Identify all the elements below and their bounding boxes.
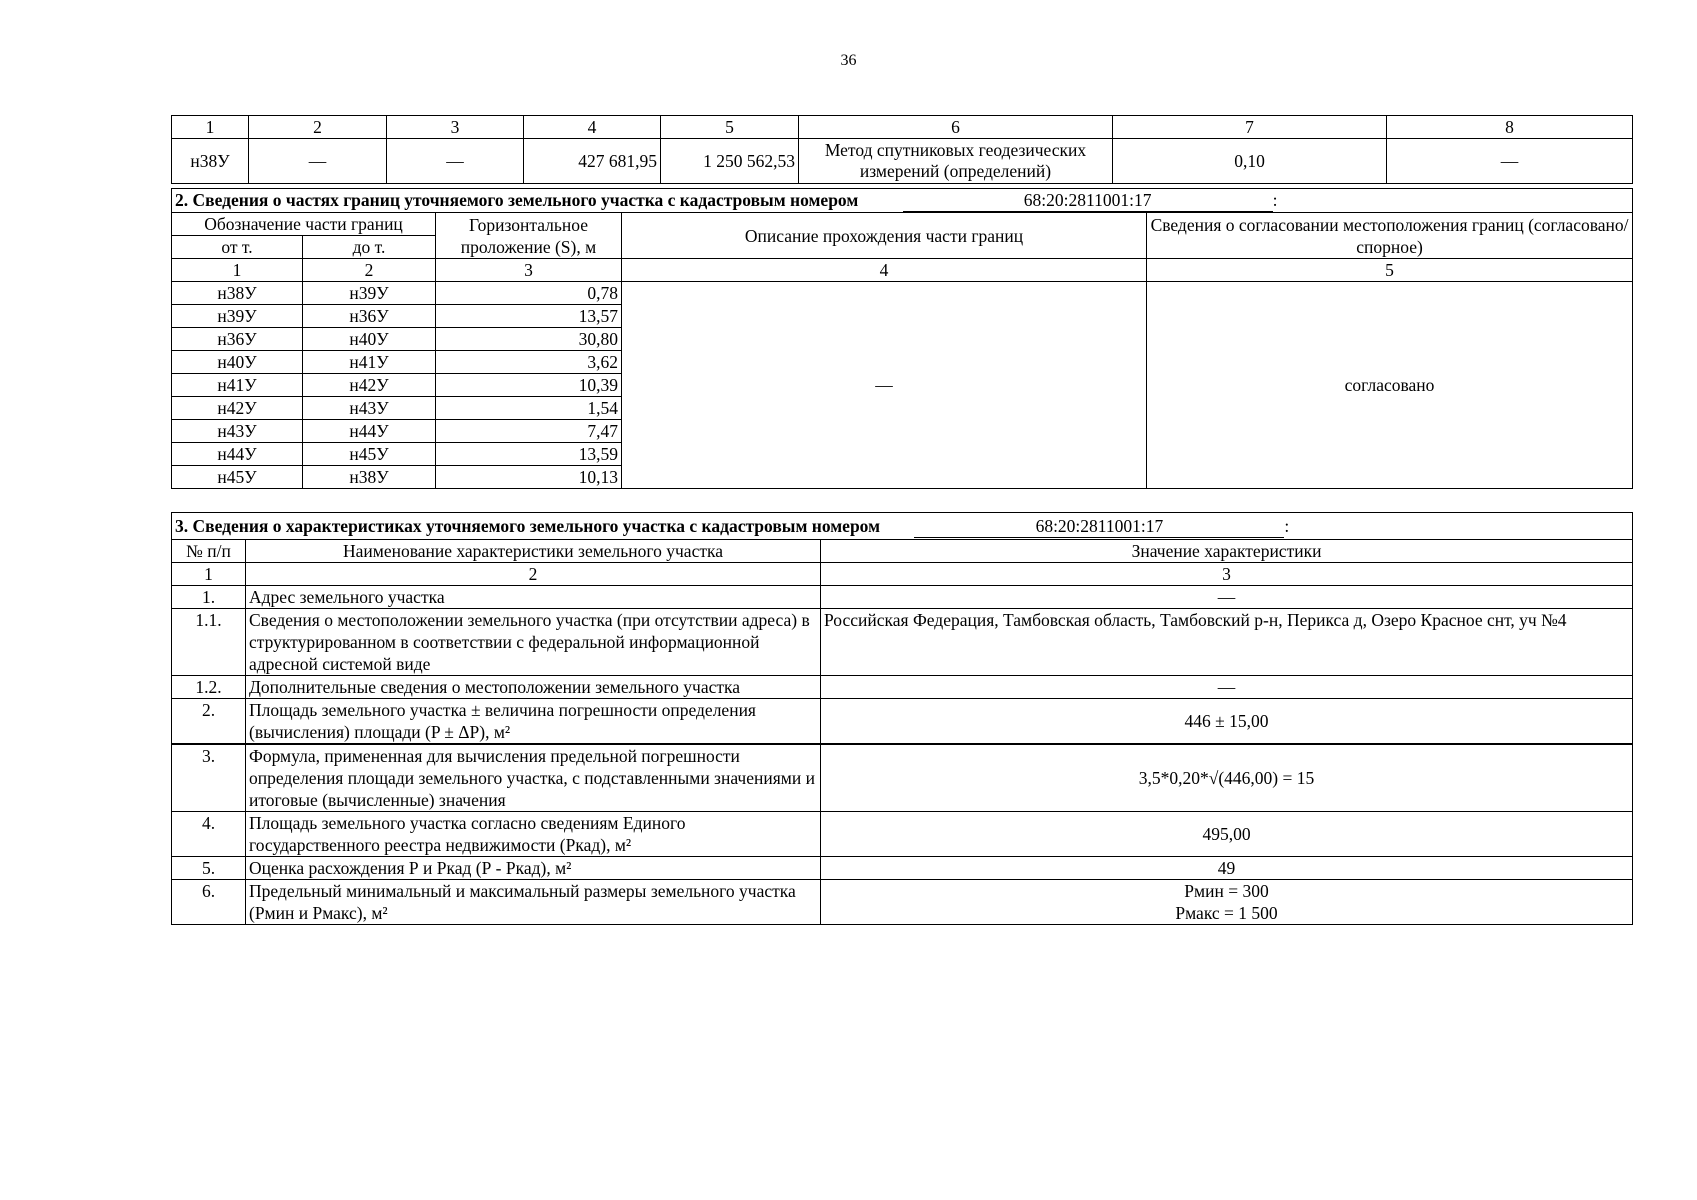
table-row <box>172 586 1633 609</box>
row-num: 1. <box>172 586 246 609</box>
col-number: 1 <box>172 259 303 282</box>
description-value: — <box>622 282 1147 489</box>
row-value: Российская Федерация, Тамбовская область, Тамбовский р-н, Перикса д, Озеро Красное снт, уч №4 <box>821 609 1633 676</box>
col-number: 2 <box>246 563 821 586</box>
col-number-row <box>172 259 1633 282</box>
distance: 13,59 <box>436 443 622 466</box>
row-num: 5. <box>172 857 246 880</box>
to-point: н43У <box>303 397 436 420</box>
table-header-row <box>172 213 1633 236</box>
from-point: н38У <box>172 282 303 305</box>
to-point: н38У <box>303 466 436 489</box>
table-row <box>172 699 1633 745</box>
cadastral-number: 68:20:2811001:17 <box>903 189 1273 212</box>
from-point: н44У <box>172 443 303 466</box>
from-point: н41У <box>172 374 303 397</box>
table-header-row <box>172 540 1633 563</box>
col-number: 1 <box>172 116 249 139</box>
table-row <box>172 857 1633 880</box>
to-point: н40У <box>303 328 436 351</box>
horizontal-header: Горизонтальное проложение (S), м <box>436 213 622 259</box>
row-num: 1.2. <box>172 676 246 699</box>
row-value <box>821 880 1633 925</box>
value-line: Рмин = 300 <box>1184 881 1269 901</box>
name-header: Наименование характеристики земельного участка <box>246 540 821 563</box>
section-title-row <box>172 513 1633 540</box>
characteristics-table <box>171 512 1633 925</box>
distance: 10,13 <box>436 466 622 489</box>
to-point: н36У <box>303 305 436 328</box>
row-value: 495,00 <box>821 812 1633 857</box>
agreement-value: согласовано <box>1147 282 1633 489</box>
row-name: Площадь земельного участка согласно сведениям Единого государственного реестра недвижимости (Ркад), м² <box>246 812 821 857</box>
cadastral-number: 68:20:2811001:17 <box>914 515 1284 538</box>
accuracy: 0,10 <box>1113 139 1387 184</box>
table-row <box>172 880 1633 925</box>
col-number: 1 <box>172 563 246 586</box>
col-number: 2 <box>303 259 436 282</box>
col-number: 3 <box>436 259 622 282</box>
section3-title <box>172 513 1633 540</box>
col-number: 3 <box>387 116 524 139</box>
colon: : <box>1284 515 1290 536</box>
distance: 10,39 <box>436 374 622 397</box>
distance: 7,47 <box>436 420 622 443</box>
method: Метод спутниковых геодезических измерений (определений) <box>799 139 1113 184</box>
row-value: — <box>821 676 1633 699</box>
from-header: от т. <box>172 236 303 259</box>
distance: 13,57 <box>436 305 622 328</box>
from-point: н43У <box>172 420 303 443</box>
section2-title-text: 2. Сведения о частях границ уточняемого земельного участка с кадастровым номером <box>175 190 859 210</box>
col-number-row <box>172 563 1633 586</box>
point-name: н38У <box>172 139 249 184</box>
table-row <box>172 744 1633 812</box>
to-point: н41У <box>303 351 436 374</box>
coord-x: 427 681,95 <box>524 139 661 184</box>
row-value: 49 <box>821 857 1633 880</box>
row-name: Сведения о местоположении земельного участка (при отсутствии адреса) в структурированном в соответствии с федеральной информационной адресной системой виде <box>246 609 821 676</box>
boundary-parts-table <box>171 188 1633 489</box>
distance: 3,62 <box>436 351 622 374</box>
cell: — <box>1387 139 1633 184</box>
value-header: Значение характеристики <box>821 540 1633 563</box>
row-num: 2. <box>172 699 246 745</box>
row-value: 446 ± 15,00 <box>821 699 1633 745</box>
row-num: 4. <box>172 812 246 857</box>
row-value: 3,5*0,20*√(446,00) = 15 <box>821 744 1633 812</box>
colon: : <box>1272 190 1278 210</box>
cell: — <box>249 139 387 184</box>
table-header-row <box>172 116 1633 139</box>
distance: 30,80 <box>436 328 622 351</box>
from-point: н40У <box>172 351 303 374</box>
section-title-row <box>172 189 1633 213</box>
to-point: н42У <box>303 374 436 397</box>
row-num: 1.1. <box>172 609 246 676</box>
to-point: н45У <box>303 443 436 466</box>
table-row <box>172 676 1633 699</box>
part-designation-header: Обозначение части границ <box>172 213 436 236</box>
cell: — <box>387 139 524 184</box>
col-number: 3 <box>821 563 1633 586</box>
col-number: 5 <box>1147 259 1633 282</box>
to-point: н44У <box>303 420 436 443</box>
section2-title <box>172 189 1633 213</box>
to-header: до т. <box>303 236 436 259</box>
row-name: Оценка расхождения Р и Ркад (Р - Ркад), м² <box>246 857 821 880</box>
num-header: № п/п <box>172 540 246 563</box>
table-row <box>172 139 1633 184</box>
col-number: 6 <box>799 116 1113 139</box>
page-number: 36 <box>840 52 857 69</box>
from-point: н45У <box>172 466 303 489</box>
table-row <box>172 609 1633 676</box>
table-row <box>172 812 1633 857</box>
row-num: 6. <box>172 880 246 925</box>
description-header: Описание прохождения части границ <box>622 213 1147 259</box>
row-value: — <box>821 586 1633 609</box>
agreement-header: Сведения о согласовании местоположения границ (согласовано/спорное) <box>1147 213 1633 259</box>
value-line: Рмакс = 1 500 <box>1175 903 1278 923</box>
from-point: н36У <box>172 328 303 351</box>
col-number: 7 <box>1113 116 1387 139</box>
row-name: Формула, примененная для вычисления предельной погрешности определения площади земельного участка, с подставленными значениями и итоговые (вычисленные) значения <box>246 744 821 812</box>
to-point: н39У <box>303 282 436 305</box>
row-name: Предельный минимальный и максимальный размеры земельного участка (Рмин и Рмакс), м² <box>246 880 821 925</box>
table-row <box>172 282 1633 305</box>
col-number: 8 <box>1387 116 1633 139</box>
distance: 1,54 <box>436 397 622 420</box>
distance: 0,78 <box>436 282 622 305</box>
row-name: Адрес земельного участка <box>246 586 821 609</box>
col-number: 4 <box>622 259 1147 282</box>
coordinates-table <box>171 115 1633 184</box>
col-number: 5 <box>661 116 799 139</box>
section3-title-text: 3. Сведения о характеристиках уточняемого земельного участка с кадастровым номером <box>175 515 881 536</box>
col-number: 2 <box>249 116 387 139</box>
col-number: 4 <box>524 116 661 139</box>
from-point: н42У <box>172 397 303 420</box>
row-name: Площадь земельного участка ± величина погрешности определения (вычисления) площади (P ± ΔP), м² <box>246 699 821 745</box>
from-point: н39У <box>172 305 303 328</box>
row-name: Дополнительные сведения о местоположении земельного участка <box>246 676 821 699</box>
row-num: 3. <box>172 744 246 812</box>
coord-y: 1 250 562,53 <box>661 139 799 184</box>
